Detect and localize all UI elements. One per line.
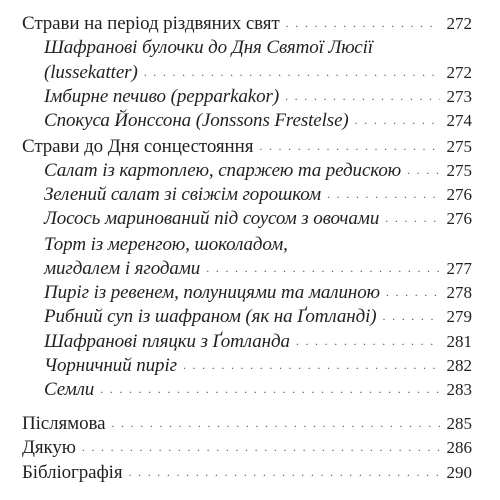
toc-entry-title: Чорничний пиріг (44, 355, 177, 376)
dot-leader (144, 65, 440, 80)
toc-entry-blueberry-pie (44, 355, 472, 379)
toc-entry-title: Шафранові булочки до Дня Святої Люсії (44, 37, 373, 58)
toc-entry-title: Страви до Дня сонцестояння (22, 136, 254, 157)
toc-entry-lussekatter-line1 (44, 37, 472, 61)
toc-entry-title: Бібліографія (22, 462, 123, 483)
dot-leader (206, 261, 440, 276)
dot-leader (82, 440, 440, 455)
dot-leader (285, 89, 440, 104)
dot-leader (129, 465, 441, 480)
toc-section-thanks (22, 437, 472, 461)
dot-leader (286, 16, 440, 31)
toc-section-midsummer (22, 136, 472, 160)
toc-entry-title: Салат із картоплею, спаржею та редискою (44, 160, 402, 181)
dot-leader (327, 187, 440, 202)
dot-leader (259, 139, 440, 154)
toc-entry-title: Спокуса Йонссона (Jonssons Frestelse) (44, 110, 349, 131)
toc-entry-salmon (44, 208, 472, 232)
dot-leader (355, 113, 440, 128)
toc-page-number: 285 (446, 414, 472, 433)
toc-page-number: 275 (446, 137, 472, 156)
toc-page-number: 275 (446, 161, 472, 180)
toc-entry-title: мигдалем і ягодами (44, 258, 201, 279)
toc-entry-saffron-pancakes (44, 331, 472, 355)
toc-entry-title: Пиріг із ревенем, полуницями та малиною (44, 282, 380, 303)
dot-leader (183, 358, 440, 373)
toc-page-number: 283 (446, 380, 472, 399)
toc-entry-title: Торт із меренгою, шоколадом, (44, 234, 288, 255)
dot-leader (296, 334, 440, 349)
toc-entry-fish-soup (44, 306, 472, 330)
toc-entry-lussekatter-line2 (44, 62, 472, 86)
dot-leader (386, 285, 440, 300)
toc-entry-meringue-cake-line2 (44, 258, 472, 282)
toc-entry-semlor (44, 379, 472, 403)
toc-entry-title: (lussekatter) (44, 62, 138, 83)
toc-entry-title: Післямова (22, 413, 106, 434)
toc-entry-title: Імбирне печиво (pepparkakor) (44, 86, 280, 107)
toc-entry-title: Лосось маринований під соусом з овочами (44, 208, 380, 229)
dot-leader (111, 416, 440, 431)
toc-page-number: 286 (446, 438, 472, 457)
toc-page-number: 274 (446, 111, 472, 130)
dot-leader (385, 211, 440, 226)
toc-entry-title: Рибний суп із шафраном (як на Ґотланді) (44, 306, 377, 327)
toc-entry-meringue-cake-line1 (44, 234, 472, 258)
toc-section-bibliography (22, 462, 472, 486)
toc-entry-title: Зелений салат зі свіжім горошком (44, 184, 322, 205)
toc-page-number: 277 (446, 259, 472, 278)
dot-leader (383, 309, 441, 324)
toc-entry-title: Дякую (22, 437, 76, 458)
toc-page-number: 278 (446, 283, 472, 302)
toc-entry-title: Шафранові пляцки з Ґотланда (44, 331, 290, 352)
toc-entry-green-salad (44, 184, 472, 208)
dot-leader (407, 163, 440, 178)
toc-page-number: 290 (446, 463, 472, 482)
toc-entry-rhubarb-pie (44, 282, 472, 306)
toc-page-number: 273 (446, 87, 472, 106)
toc-page-number: 276 (446, 185, 472, 204)
toc-page-number: 282 (446, 356, 472, 375)
toc-entry-potato-salad (44, 160, 472, 184)
toc-page-number: 272 (446, 14, 472, 33)
dot-leader (100, 382, 440, 397)
toc-page-number: 276 (446, 209, 472, 228)
toc-page-number: 279 (446, 307, 472, 326)
toc-page-number: 272 (446, 63, 472, 82)
toc-section-christmas (22, 13, 472, 37)
toc-page-number: 281 (446, 332, 472, 351)
toc-entry-title: Семли (44, 379, 95, 400)
toc-entry-title: Страви на період різдвяних свят (22, 13, 280, 34)
toc-entry-pepparkakor (44, 86, 472, 110)
toc-section-afterword (22, 413, 472, 437)
toc-entry-jonssons (44, 110, 472, 134)
